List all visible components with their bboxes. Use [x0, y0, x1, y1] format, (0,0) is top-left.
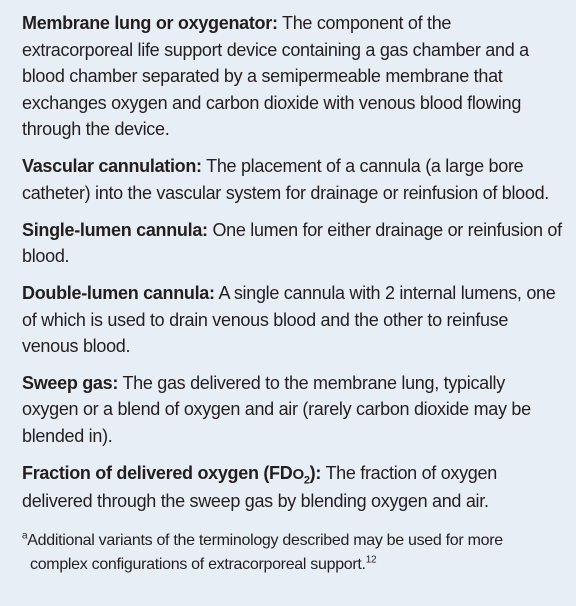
footnote-text: Additional variants of the terminology described may be used for more complex configurations of extracorporeal support.: [27, 532, 503, 574]
glossary-entry-sweep-gas: [22, 370, 564, 450]
fdo2-term-prefix: Fraction of delivered oxygen (FD: [22, 462, 293, 483]
fdo2-term-o: O: [292, 465, 304, 483]
glossary-term: Single-lumen cannula:: [22, 219, 208, 240]
glossary-entry-double-lumen-cannula: [22, 280, 564, 360]
footnote: [22, 529, 564, 577]
glossary-term: Double-lumen cannula:: [22, 282, 215, 303]
glossary-term: Vascular cannulation:: [22, 156, 202, 177]
glossary-definition: The component of the extracorporeal life support device containing a gas chamber and a blood chamber separated by a semipermeable membrane that exchanges oxygen and carbon dioxide with venous blood flowing through the device.: [22, 13, 529, 140]
glossary-entry-single-lumen-cannula: [22, 217, 564, 270]
glossary-entry-membrane-lung: [22, 10, 564, 143]
fdo2-subscript: 2: [303, 474, 310, 487]
glossary-definition: The gas delivered to the membrane lung, typically oxygen or a blend of oxygen and air (rarely carbon dioxide may be blended in).: [22, 372, 531, 447]
footnote-reference: 12: [365, 554, 377, 566]
glossary-definition: The fraction of oxygen delivered through the sweep gas by blending oxygen and air.: [22, 462, 497, 512]
glossary-entry-vascular-cannulation: [22, 153, 564, 206]
footnote-marker: a: [22, 530, 28, 542]
glossary-term: Sweep gas:: [22, 372, 119, 393]
fdo2-term-suffix: ):: [309, 462, 322, 483]
glossary-definition: One lumen for either drainage or reinfusion of blood.: [22, 219, 562, 267]
glossary-definition: A single cannula with 2 internal lumens, one of which is used to drain venous blood and the other to reinfuse venous blood.: [22, 282, 556, 357]
glossary-term: Membrane lung or oxygenator:: [22, 13, 278, 33]
glossary-entry-fdo2: [22, 460, 564, 515]
glossary-definition: The placement of a cannula (a large bore catheter) into the vascular system for drainage or reinfusion of blood.: [22, 156, 549, 203]
glossary-term: [22, 462, 322, 487]
